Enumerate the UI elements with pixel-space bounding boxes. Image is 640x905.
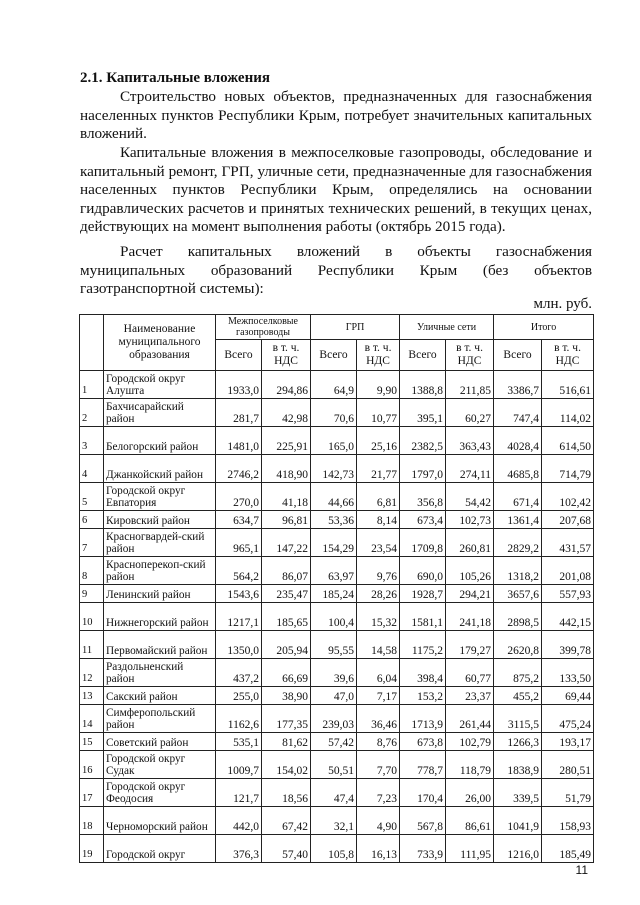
table-row [80,399,594,427]
value-cell: 564,2 [216,557,262,585]
value-cell: 442,15 [542,603,594,631]
value-cell: 63,97 [311,557,357,585]
municipality-name: Нижнегорский район [104,603,216,631]
value-cell: 2898,5 [494,603,542,631]
value-cell: 1388,8 [400,371,446,399]
value-cell: 1217,1 [216,603,262,631]
table-row [80,455,594,483]
value-cell: 281,7 [216,399,262,427]
value-cell: 154,29 [311,529,357,557]
table-row [80,659,594,687]
value-cell: 53,36 [311,511,357,529]
header-subtotal: Всего [400,340,446,371]
value-cell: 1709,8 [400,529,446,557]
header-number-cell [80,315,104,371]
value-cell: 1041,9 [494,807,542,835]
value-cell: 475,24 [542,705,594,733]
value-cell: 965,1 [216,529,262,557]
value-cell: 1350,0 [216,631,262,659]
capital-investment-table [79,314,594,863]
value-cell: 185,65 [262,603,311,631]
value-cell: 154,02 [262,751,311,779]
table-row [80,603,594,631]
header-total: Итого [494,315,594,340]
value-cell: 294,86 [262,371,311,399]
value-cell: 86,61 [446,807,494,835]
page-number: 11 [575,863,588,877]
header-municipality: Наименование муниципального образования [104,315,216,371]
value-cell: 2382,5 [400,427,446,455]
value-cell: 23,54 [357,529,400,557]
value-cell: 10,77 [357,399,400,427]
unit-label: млн. руб. [533,296,592,312]
row-number: 8 [80,557,104,585]
value-cell: 225,91 [262,427,311,455]
value-cell: 733,9 [400,835,446,863]
value-cell: 3657,6 [494,585,542,603]
value-cell: 41,18 [262,483,311,511]
municipality-name: Городской округ Феодосия [104,779,216,807]
municipality-name: Ленинский район [104,585,216,603]
value-cell: 100,4 [311,603,357,631]
header-vat: в т. ч. НДС [262,340,311,371]
value-cell: 170,4 [400,779,446,807]
row-number: 10 [80,603,104,631]
value-cell: 255,0 [216,687,262,705]
value-cell: 102,73 [446,511,494,529]
value-cell: 516,61 [542,371,594,399]
table-row [80,631,594,659]
value-cell: 25,16 [357,427,400,455]
row-number: 9 [80,585,104,603]
header-vat: в т. ч. НДС [542,340,594,371]
value-cell: 6,81 [357,483,400,511]
value-cell: 67,42 [262,807,311,835]
value-cell: 95,55 [311,631,357,659]
row-number: 12 [80,659,104,687]
municipality-name: Первомайский район [104,631,216,659]
municipality-name: Раздольненский район [104,659,216,687]
table-row [80,511,594,529]
value-cell: 14,58 [357,631,400,659]
municipality-name: Белогорский район [104,427,216,455]
value-cell: 54,42 [446,483,494,511]
header-intersettlement-pipelines: Межпоселковые газопроводы [216,315,311,340]
value-cell: 1581,1 [400,603,446,631]
value-cell: 1928,7 [400,585,446,603]
value-cell: 185,24 [311,585,357,603]
value-cell: 57,42 [311,733,357,751]
value-cell: 102,79 [446,733,494,751]
table-body [80,371,594,863]
value-cell: 747,4 [494,399,542,427]
value-cell: 274,11 [446,455,494,483]
value-cell: 673,8 [400,733,446,751]
value-cell: 114,02 [542,399,594,427]
header-vat: в т. ч. НДС [357,340,400,371]
value-cell: 4028,4 [494,427,542,455]
header-subtotal: Всего [311,340,357,371]
value-cell: 28,26 [357,585,400,603]
value-cell: 147,22 [262,529,311,557]
row-number: 15 [80,733,104,751]
value-cell: 875,2 [494,659,542,687]
municipality-name: Советский район [104,733,216,751]
municipality-name: Красноперекоп-ский район [104,557,216,585]
value-cell: 44,66 [311,483,357,511]
value-cell: 69,44 [542,687,594,705]
value-cell: 690,0 [400,557,446,585]
table-row [80,427,594,455]
value-cell: 235,47 [262,585,311,603]
value-cell: 165,0 [311,427,357,455]
value-cell: 1481,0 [216,427,262,455]
value-cell: 179,27 [446,631,494,659]
value-cell: 51,79 [542,779,594,807]
paragraph-3: Расчет капитальных вложений в объекты газоснабжения муниципальных образований Республики Крым (без объектов газотранспортной системы): [80,243,592,298]
value-cell: 1838,9 [494,751,542,779]
value-cell: 356,8 [400,483,446,511]
value-cell: 437,2 [216,659,262,687]
value-cell: 294,21 [446,585,494,603]
value-cell: 2620,8 [494,631,542,659]
value-cell: 714,79 [542,455,594,483]
value-cell: 339,5 [494,779,542,807]
value-cell: 778,7 [400,751,446,779]
paragraph-1: Строительство новых объектов, предназначенных для газоснабжения населенных пунктов Республики Крым, потребует значительных капитальных вложений. [80,88,592,143]
header-street-networks: Уличные сети [400,315,494,340]
value-cell: 21,77 [357,455,400,483]
paragraph-2: Капитальные вложения в межпоселковые газопроводы, обследование и капитальный ремонт, ГРП, уличные сети, предназначенные для газоснабжения населенных пунктов Республики Крым, определялись на основании гидравлических расчетов и принятых технических решений, в текущих ценах, действующих на момент выполнения работы (октябрь 2015 года). [80,144,592,236]
value-cell: 153,2 [400,687,446,705]
table-row [80,687,594,705]
value-cell: 3115,5 [494,705,542,733]
value-cell: 133,50 [542,659,594,687]
value-cell: 261,44 [446,705,494,733]
table-header [80,315,594,371]
value-cell: 121,7 [216,779,262,807]
table-row [80,733,594,751]
value-cell: 535,1 [216,733,262,751]
value-cell: 118,79 [446,751,494,779]
table-row [80,557,594,585]
value-cell: 86,07 [262,557,311,585]
value-cell: 60,77 [446,659,494,687]
value-cell: 1318,2 [494,557,542,585]
value-cell: 39,6 [311,659,357,687]
value-cell: 26,00 [446,779,494,807]
value-cell: 1009,7 [216,751,262,779]
value-cell: 2746,2 [216,455,262,483]
table-row [80,705,594,733]
value-cell: 201,08 [542,557,594,585]
header-grp: ГРП [311,315,400,340]
value-cell: 105,26 [446,557,494,585]
row-number: 11 [80,631,104,659]
value-cell: 185,49 [542,835,594,863]
table-row [80,807,594,835]
value-cell: 673,4 [400,511,446,529]
municipality-name: Симферопольский район [104,705,216,733]
value-cell: 7,70 [357,751,400,779]
value-cell: 16,13 [357,835,400,863]
value-cell: 96,81 [262,511,311,529]
value-cell: 241,18 [446,603,494,631]
value-cell: 614,50 [542,427,594,455]
value-cell: 671,4 [494,483,542,511]
value-cell: 8,14 [357,511,400,529]
header-subtotal: Всего [216,340,262,371]
section-heading: 2.1. Капитальные вложения [80,70,270,86]
value-cell: 211,85 [446,371,494,399]
row-number: 7 [80,529,104,557]
row-number: 3 [80,427,104,455]
value-cell: 1713,9 [400,705,446,733]
value-cell: 32,1 [311,807,357,835]
value-cell: 1361,4 [494,511,542,529]
value-cell: 15,32 [357,603,400,631]
value-cell: 1933,0 [216,371,262,399]
value-cell: 418,90 [262,455,311,483]
value-cell: 23,37 [446,687,494,705]
header-subtotal: Всего [494,340,542,371]
municipality-name: Сакский район [104,687,216,705]
row-number: 14 [80,705,104,733]
value-cell: 398,4 [400,659,446,687]
value-cell: 142,73 [311,455,357,483]
value-cell: 38,90 [262,687,311,705]
value-cell: 47,4 [311,779,357,807]
value-cell: 193,17 [542,733,594,751]
value-cell: 207,68 [542,511,594,529]
value-cell: 557,93 [542,585,594,603]
value-cell: 1797,0 [400,455,446,483]
value-cell: 7,17 [357,687,400,705]
row-number: 4 [80,455,104,483]
table-row [80,751,594,779]
value-cell: 6,04 [357,659,400,687]
value-cell: 567,8 [400,807,446,835]
table-row [80,835,594,863]
value-cell: 442,0 [216,807,262,835]
municipality-name: Городской округ Судак [104,751,216,779]
header-vat: в т. ч. НДС [446,340,494,371]
municipality-name: Черноморский район [104,807,216,835]
value-cell: 3386,7 [494,371,542,399]
table-row [80,483,594,511]
value-cell: 634,7 [216,511,262,529]
value-cell: 9,76 [357,557,400,585]
row-number: 19 [80,835,104,863]
value-cell: 158,93 [542,807,594,835]
value-cell: 50,51 [311,751,357,779]
value-cell: 66,69 [262,659,311,687]
value-cell: 1266,3 [494,733,542,751]
value-cell: 455,2 [494,687,542,705]
value-cell: 105,8 [311,835,357,863]
value-cell: 60,27 [446,399,494,427]
value-cell: 280,51 [542,751,594,779]
value-cell: 42,98 [262,399,311,427]
value-cell: 399,78 [542,631,594,659]
value-cell: 4685,8 [494,455,542,483]
value-cell: 431,57 [542,529,594,557]
value-cell: 70,6 [311,399,357,427]
value-cell: 1175,2 [400,631,446,659]
value-cell: 9,90 [357,371,400,399]
value-cell: 47,0 [311,687,357,705]
municipality-name: Кировский район [104,511,216,529]
value-cell: 1162,6 [216,705,262,733]
row-number: 13 [80,687,104,705]
table-row [80,529,594,557]
row-number: 1 [80,371,104,399]
value-cell: 7,23 [357,779,400,807]
value-cell: 111,95 [446,835,494,863]
municipality-name: Городской округ Алушта [104,371,216,399]
value-cell: 376,3 [216,835,262,863]
value-cell: 1543,6 [216,585,262,603]
value-cell: 4,90 [357,807,400,835]
value-cell: 8,76 [357,733,400,751]
value-cell: 239,03 [311,705,357,733]
row-number: 17 [80,779,104,807]
municipality-name: Бахчисарайский район [104,399,216,427]
table-row [80,371,594,399]
value-cell: 363,43 [446,427,494,455]
value-cell: 395,1 [400,399,446,427]
value-cell: 260,81 [446,529,494,557]
value-cell: 57,40 [262,835,311,863]
municipality-name: Городской округ [104,835,216,863]
municipality-name: Джанкойский район [104,455,216,483]
row-number: 2 [80,399,104,427]
table-row [80,779,594,807]
municipality-name: Городской округ Евпатория [104,483,216,511]
value-cell: 270,0 [216,483,262,511]
value-cell: 36,46 [357,705,400,733]
table-row [80,585,594,603]
row-number: 6 [80,511,104,529]
row-number: 16 [80,751,104,779]
value-cell: 18,56 [262,779,311,807]
value-cell: 64,9 [311,371,357,399]
row-number: 5 [80,483,104,511]
value-cell: 81,62 [262,733,311,751]
value-cell: 2829,2 [494,529,542,557]
municipality-name: Красногвардей-ский район [104,529,216,557]
value-cell: 177,35 [262,705,311,733]
value-cell: 1216,0 [494,835,542,863]
value-cell: 102,42 [542,483,594,511]
row-number: 18 [80,807,104,835]
value-cell: 205,94 [262,631,311,659]
